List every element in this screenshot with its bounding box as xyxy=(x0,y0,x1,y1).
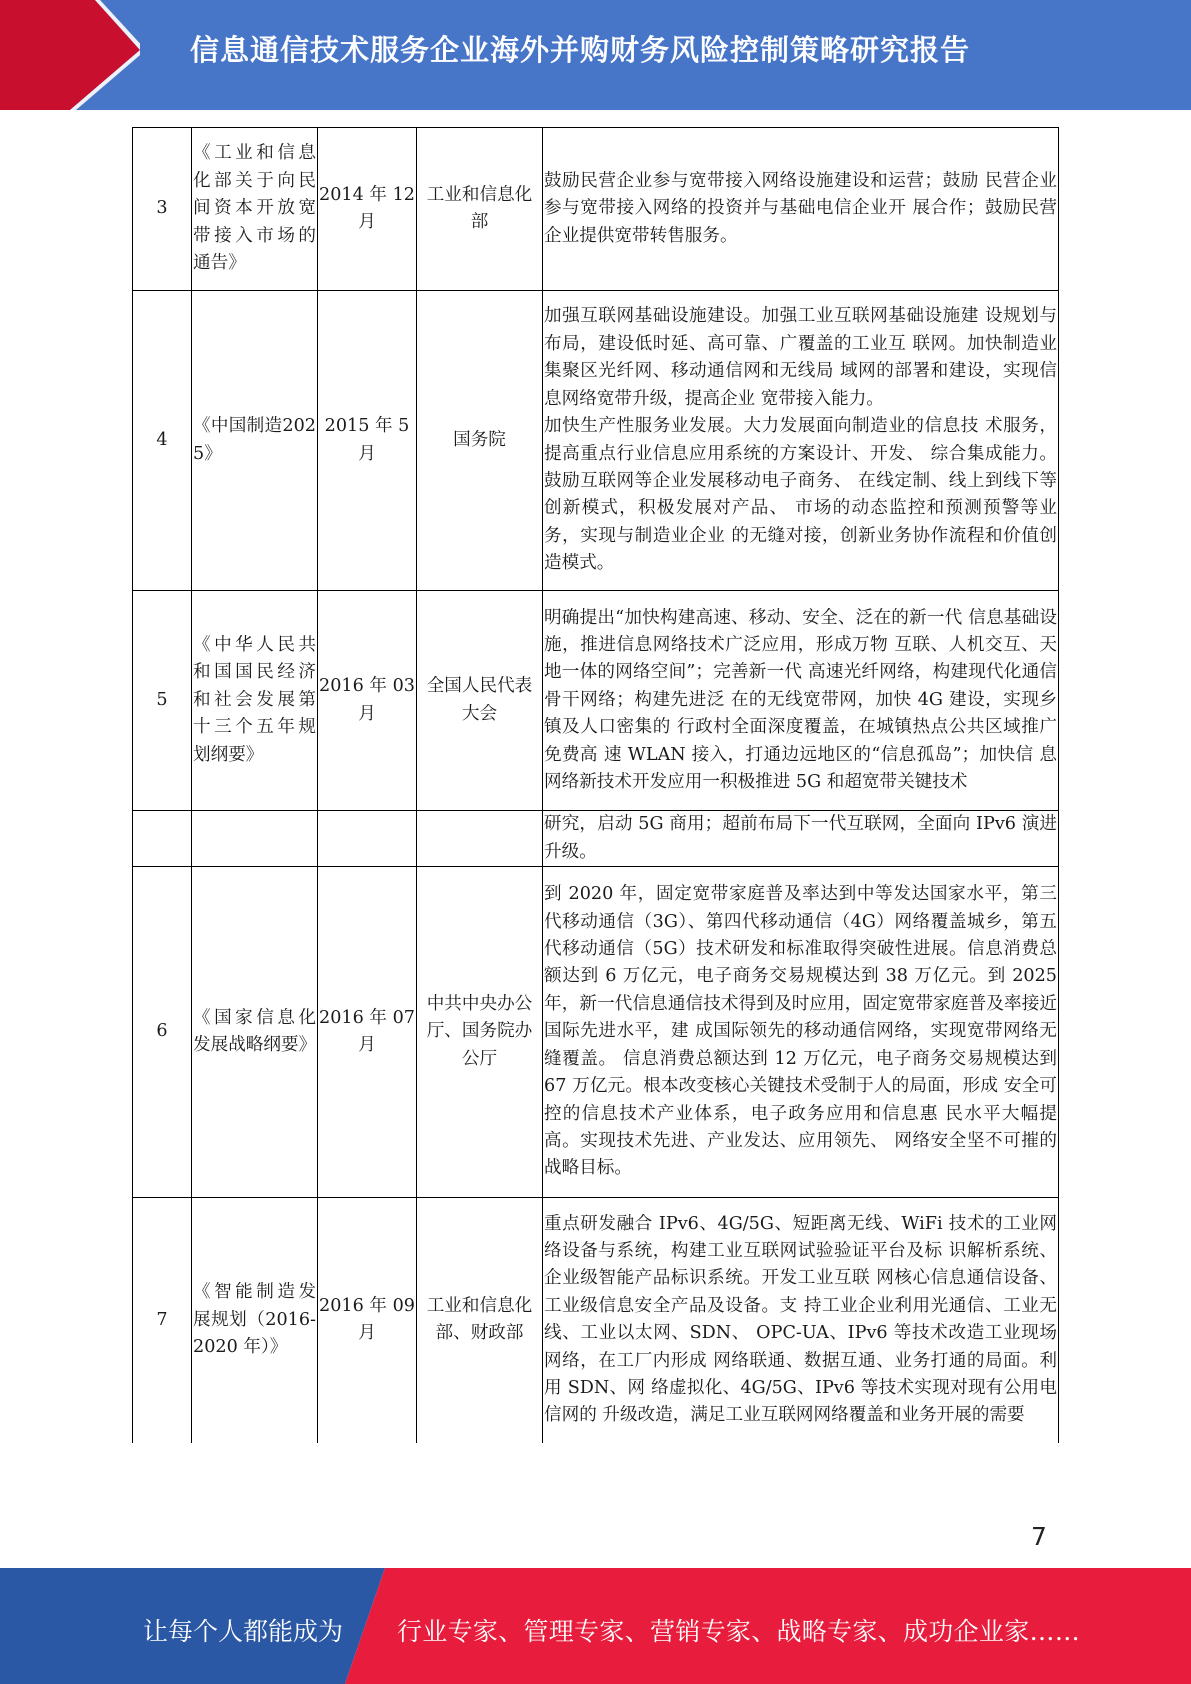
policy-date: 2016 年 07 月 xyxy=(318,867,417,1198)
table-row xyxy=(133,591,1059,811)
page-number: 7 xyxy=(1031,1522,1047,1551)
row-number: 3 xyxy=(133,128,192,291)
row-number: 6 xyxy=(133,867,192,1198)
policy-date: 2016 年 03 月 xyxy=(318,591,417,811)
row-number: 7 xyxy=(133,1198,192,1443)
table-row xyxy=(133,291,1059,591)
footer-slogan-left: 让每个人都能成为 xyxy=(143,1617,344,1646)
policy-name xyxy=(192,811,318,867)
policy-name: 《工业和信息化部关于向民间资本开放宽带接入市场的 通告》 xyxy=(192,128,318,291)
policy-date: 2015 年 5 月 xyxy=(318,291,417,591)
page-header xyxy=(0,0,1191,110)
policy-name: 《中国制造2025》 xyxy=(192,291,318,591)
policy-content: 研究，启动 5G 商用；超前布局下一代互联网，全面向 IPv6 演进升级。 xyxy=(543,811,1059,867)
policy-table xyxy=(132,127,1059,1443)
header-red-chevron-decoration xyxy=(0,0,140,110)
policy-content: 加强互联网基础设施建设。加强工业互联网基础设施建 设规划与布局，建设低时延、高可靠、广覆盖的工业互 联网。加快制造业集聚区光纤网、移动通信网和无线局 域网的部署和建设，实现信息网络宽带升级，提高企业 宽带接入能力。 加快生产性服务业发展。大力发展面向制造业的信息技 术服务，提高重点行业信息应用系统的方案设计、开发、 综合集成能力。鼓励互联网等企业发展移动电子商务、 在线定制、线上到线下等创新模式，积极发展对产品、 市场的动态监控和预测预警等业务，实现与制造业企业 的无缝对接，创新业务协作流程和价值创造模式。 xyxy=(543,291,1059,591)
table-row xyxy=(133,128,1059,291)
policy-content: 鼓励民营企业参与宽带接入网络设施建设和运营；鼓励 民营企业参与宽带接入网络的投资并与基础电信企业开 展合作；鼓励民营企业提供宽带转售服务。 xyxy=(543,128,1059,291)
policy-content: 到 2020 年，固定宽带家庭普及率达到中等发达国家水平，第三代移动通信（3G）、第四代移动通信（4G）网络覆盖城乡，第五代移动通信（5G）技术研发和标准取得突破性进展。信息消费总额达到 6 万亿元，电子商务交易规模达到 38 万亿元。到 2025 年，新一代信息通信技术得到及时应用，固定宽带家庭普及率接近国际先进水平，建 成国际领先的移动通信网络，实现宽带网络无缝覆盖。 信息消费总额达到 12 万亿元，电子商务交易规模达到 67 万亿元。根本改变核心关键技术受制于人的局面，形成 安全可控的信息技术产业体系，电子政务应用和信息惠 民水平大幅提高。实现技术先进、产业发达、应用领先、 网络安全坚不可摧的战略目标。 xyxy=(543,867,1059,1198)
issuing-department: 全国人民代表大会 xyxy=(417,591,543,811)
row-number: 4 xyxy=(133,291,192,591)
table-row xyxy=(133,811,1059,867)
policy-date xyxy=(318,811,417,867)
policy-content: 重点研发融合 IPv6、4G/5G、短距离无线、WiFi 技术的工业网络设备与系统，构建工业互联网试验验证平台及标 识解析系统、企业级智能产品标识系统。开发工业互联 网核心信息通信设备、工业级信息安全产品及设备。支 持工业企业利用光通信、工业无线、工业以太网、SDN、 OPC-UA、IPv6 等技术改造工业现场网络，在工厂内形成 网络联通、数据互通、业务打通的局面。利用 SDN、网 络虚拟化、4G/5G、IPv6 等技术实现对现有公用电信网的 升级改造，满足工业互联网网络覆盖和业务开展的需要 xyxy=(543,1198,1059,1443)
issuing-department: 中共中央办公厅、国务院办公厅 xyxy=(417,867,543,1198)
policy-name: 《中华人民共和国国民经济和社会发展第十三个五年规划纲要》 xyxy=(192,591,318,811)
issuing-department: 国务院 xyxy=(417,291,543,591)
policy-date: 2014 年 12 月 xyxy=(318,128,417,291)
table-row xyxy=(133,1198,1059,1443)
policy-name: 《智能制造发展规划（2016-2020 年）》 xyxy=(192,1198,318,1443)
policy-content: 明确提出“加快构建高速、移动、安全、泛在的新一代 信息基础设施，推进信息网络技术广泛应用，形成万物 互联、人机交互、天地一体的网络空间”；完善新一代 高速光纤网络，构建现代化通信骨干网络；构建先进泛 在的无线宽带网，加快 4G 建设，实现乡镇及人口密集的 行政村全面深度覆盖，在城镇热点公共区域推广免费高 速 WLAN 接入，打通边远地区的“信息孤岛”；加快信 息网络新技术开发应用一积极推进 5G 和超宽带关键技术 xyxy=(543,591,1059,811)
issuing-department: 工业和信息化部 xyxy=(417,128,543,291)
row-number xyxy=(133,811,192,867)
row-number: 5 xyxy=(133,591,192,811)
document-title: 信息通信技术服务企业海外并购财务风险控制策略研究报告 xyxy=(190,33,971,67)
issuing-department: 工业和信息化部、财政部 xyxy=(417,1198,543,1443)
table-row xyxy=(133,867,1059,1198)
policy-name: 《国家信息化发展战略纲要》 xyxy=(192,867,318,1198)
issuing-department xyxy=(417,811,543,867)
policy-date: 2016 年 09 月 xyxy=(318,1198,417,1443)
footer-slogan-right: 行业专家、管理专家、营销专家、战略专家、成功企业家…… xyxy=(397,1617,1081,1646)
